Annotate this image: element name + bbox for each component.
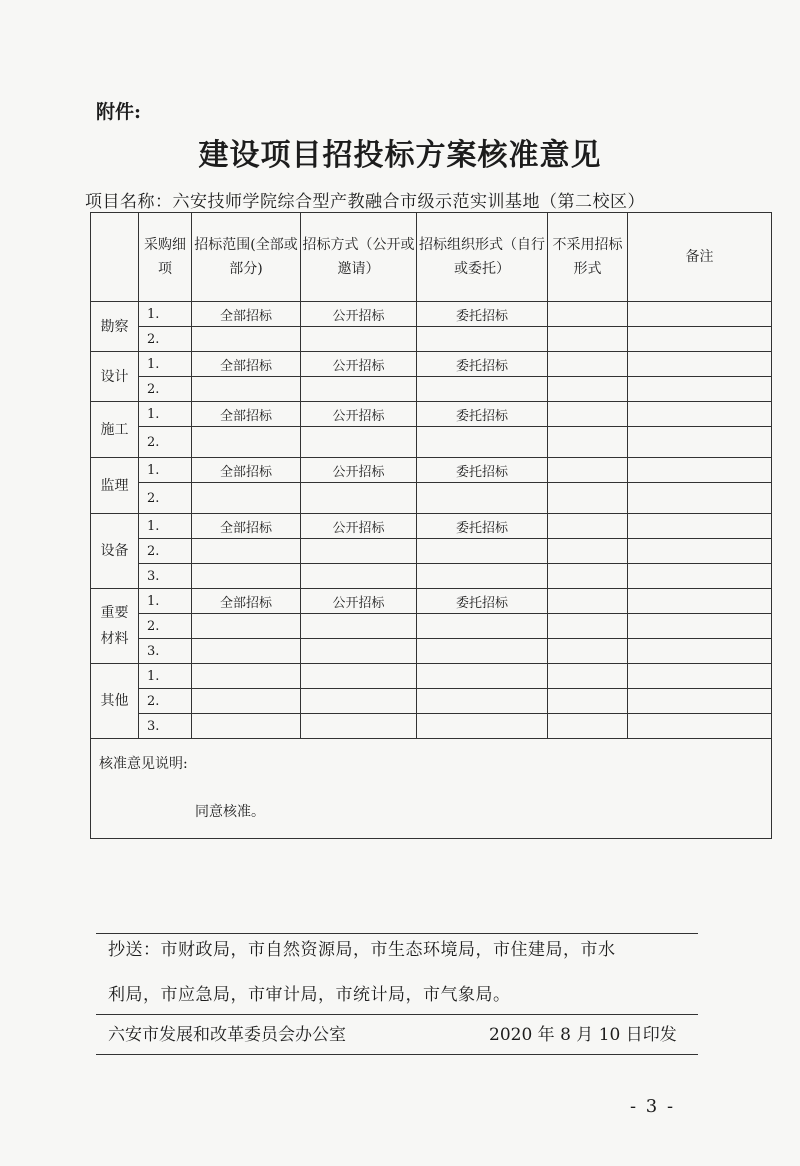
scope-cell [192,564,301,589]
issuer: 六安市发展和改革委员会办公室 [108,1025,346,1045]
remark-cell [628,377,772,402]
cc-line-1: 抄送：市财政局，市自然资源局，市生态环境局，市住建局，市水 [108,940,616,960]
scope-cell [192,327,301,352]
org-cell: 委托招标 [417,589,548,614]
method-cell: 公开招标 [301,514,417,539]
row-number: 2. [139,689,192,714]
non-bid-cell [548,427,628,458]
table-row [91,352,772,377]
table-row [91,689,772,714]
table-row [91,377,772,402]
table-row [91,539,772,564]
method-cell [301,614,417,639]
bidding-plan-table [90,212,772,839]
row-number: 1. [139,458,192,483]
row-number: 1. [139,664,192,689]
scope-cell [192,714,301,739]
method-cell: 公开招标 [301,589,417,614]
org-cell: 委托招标 [417,352,548,377]
row-number: 2. [139,539,192,564]
method-cell [301,639,417,664]
cc-top-rule [96,933,698,934]
org-cell [417,327,548,352]
non-bid-cell [548,458,628,483]
remark-cell [628,689,772,714]
row-number: 2. [139,377,192,402]
scope-cell: 全部招标 [192,514,301,539]
table-row [91,402,772,427]
non-bid-cell [548,302,628,327]
remark-cell [628,483,772,514]
header-scope: 招标范围(全部或部分) [192,213,301,302]
non-bid-cell [548,377,628,402]
scope-cell: 全部招标 [192,302,301,327]
non-bid-cell [548,402,628,427]
scope-cell: 全部招标 [192,402,301,427]
row-number: 1. [139,302,192,327]
scope-cell [192,483,301,514]
table-row [91,614,772,639]
page-number: - 3 - [630,1096,676,1117]
method-cell [301,327,417,352]
cc-line-2: 利局，市应急局，市审计局，市统计局，市气象局。 [108,985,511,1005]
method-cell [301,483,417,514]
remark-cell [628,427,772,458]
document-title: 建设项目招投标方案核准意见 [198,138,602,173]
org-cell [417,689,548,714]
table-row [91,514,772,539]
row-number: 1. [139,352,192,377]
table-row [91,427,772,458]
remark-cell [628,564,772,589]
row-number: 3. [139,564,192,589]
row-number: 1. [139,589,192,614]
remark-cell [628,639,772,664]
header-non-bid: 不采用招标形式 [548,213,628,302]
approval-text: 同意核准。 [195,804,265,820]
org-cell [417,539,548,564]
row-number: 2. [139,614,192,639]
attachment-label: 附件: [96,101,142,123]
scope-cell [192,427,301,458]
org-cell [417,427,548,458]
org-cell [417,483,548,514]
method-cell: 公开招标 [301,402,417,427]
non-bid-cell [548,539,628,564]
remark-cell [628,589,772,614]
scope-cell [192,639,301,664]
org-cell: 委托招标 [417,514,548,539]
category-cell: 重要材料 [91,589,139,664]
row-number: 3. [139,639,192,664]
remark-cell [628,302,772,327]
row-number: 2. [139,327,192,352]
org-cell [417,377,548,402]
scope-cell: 全部招标 [192,589,301,614]
method-cell [301,427,417,458]
non-bid-cell [548,714,628,739]
header-item: 采购细项 [139,213,192,302]
category-cell: 监理 [91,458,139,514]
remark-cell [628,327,772,352]
row-number: 3. [139,714,192,739]
method-cell [301,714,417,739]
scope-cell: 全部招标 [192,352,301,377]
table-row [91,483,772,514]
org-cell: 委托招标 [417,302,548,327]
header-blank [91,213,139,302]
org-cell [417,714,548,739]
remark-cell [628,614,772,639]
remark-cell [628,352,772,377]
non-bid-cell [548,689,628,714]
remark-cell [628,458,772,483]
scope-cell [192,689,301,714]
issue-date: 2020 年 8 月 10 日印发 [489,1025,677,1045]
project-name: 项目名称：六安技师学院综合型产教融合市级示范实训基地（第二校区） [85,192,645,212]
org-cell: 委托招标 [417,458,548,483]
non-bid-cell [548,327,628,352]
non-bid-cell [548,639,628,664]
category-cell: 施工 [91,402,139,458]
method-cell: 公开招标 [301,302,417,327]
remark-cell [628,714,772,739]
remark-cell [628,402,772,427]
approval-row [91,739,772,839]
header-remark: 备注 [628,213,772,302]
row-number: 1. [139,402,192,427]
category-cell: 设备 [91,514,139,589]
table-row [91,302,772,327]
scope-cell [192,664,301,689]
category-cell: 设计 [91,352,139,402]
remark-cell [628,514,772,539]
table-row [91,664,772,689]
non-bid-cell [548,483,628,514]
approval-cell [91,739,772,839]
table-row [91,564,772,589]
table-row [91,714,772,739]
row-number: 2. [139,427,192,458]
org-cell [417,639,548,664]
scope-cell [192,377,301,402]
non-bid-cell [548,589,628,614]
org-cell [417,564,548,589]
row-number: 1. [139,514,192,539]
remark-cell [628,539,772,564]
method-cell [301,539,417,564]
category-cell: 勘察 [91,302,139,352]
non-bid-cell [548,514,628,539]
method-cell [301,564,417,589]
non-bid-cell [548,614,628,639]
org-cell [417,664,548,689]
method-cell: 公开招标 [301,458,417,483]
non-bid-cell [548,352,628,377]
table-header-row [91,213,772,302]
method-cell: 公开招标 [301,352,417,377]
approval-label: 核准意见说明: [99,756,188,772]
non-bid-cell [548,664,628,689]
method-cell [301,689,417,714]
org-cell: 委托招标 [417,402,548,427]
header-method: 招标方式（公开或邀请） [301,213,417,302]
remark-cell [628,664,772,689]
header-org: 招标组织形式（自行或委托） [417,213,548,302]
cc-bottom-rule [96,1014,698,1015]
issuer-bottom-rule [96,1054,698,1055]
method-cell [301,377,417,402]
row-number: 2. [139,483,192,514]
table-row [91,639,772,664]
category-cell: 其他 [91,664,139,739]
table-row [91,327,772,352]
scope-cell [192,539,301,564]
scope-cell [192,614,301,639]
table-row [91,458,772,483]
table-row [91,589,772,614]
method-cell [301,664,417,689]
scope-cell: 全部招标 [192,458,301,483]
non-bid-cell [548,564,628,589]
org-cell [417,614,548,639]
